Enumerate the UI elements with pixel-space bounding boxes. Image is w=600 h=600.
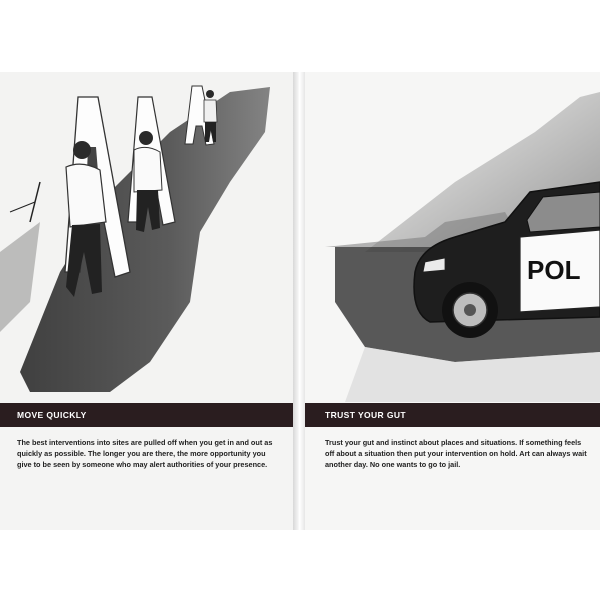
section-heading: MOVE QUICKLY — [17, 410, 87, 420]
illustration-people-carrying-letters — [0, 72, 293, 402]
book-gutter — [293, 72, 305, 530]
right-page — [305, 72, 600, 530]
section-heading-band — [0, 403, 293, 427]
section-body-text: The best interventions into sites are pulled off when you get in and out as quickly as possible. The longer you are there, the more opportunity you give to be seen by someone who may alert authorities of your presence. — [17, 438, 273, 469]
left-page — [0, 72, 293, 530]
book-spread — [0, 72, 600, 530]
section-heading: TRUST YOUR GUT — [325, 410, 407, 420]
illustration-police-car — [305, 72, 600, 402]
car-lettering: POL — [527, 255, 581, 285]
section-heading-band — [305, 403, 600, 427]
section-body-text: Trust your gut and instinct about places and situations. If something feels off about a situation then put your intervention on hold. Art can always wait another day. No one wants to go to jail. — [325, 438, 587, 469]
